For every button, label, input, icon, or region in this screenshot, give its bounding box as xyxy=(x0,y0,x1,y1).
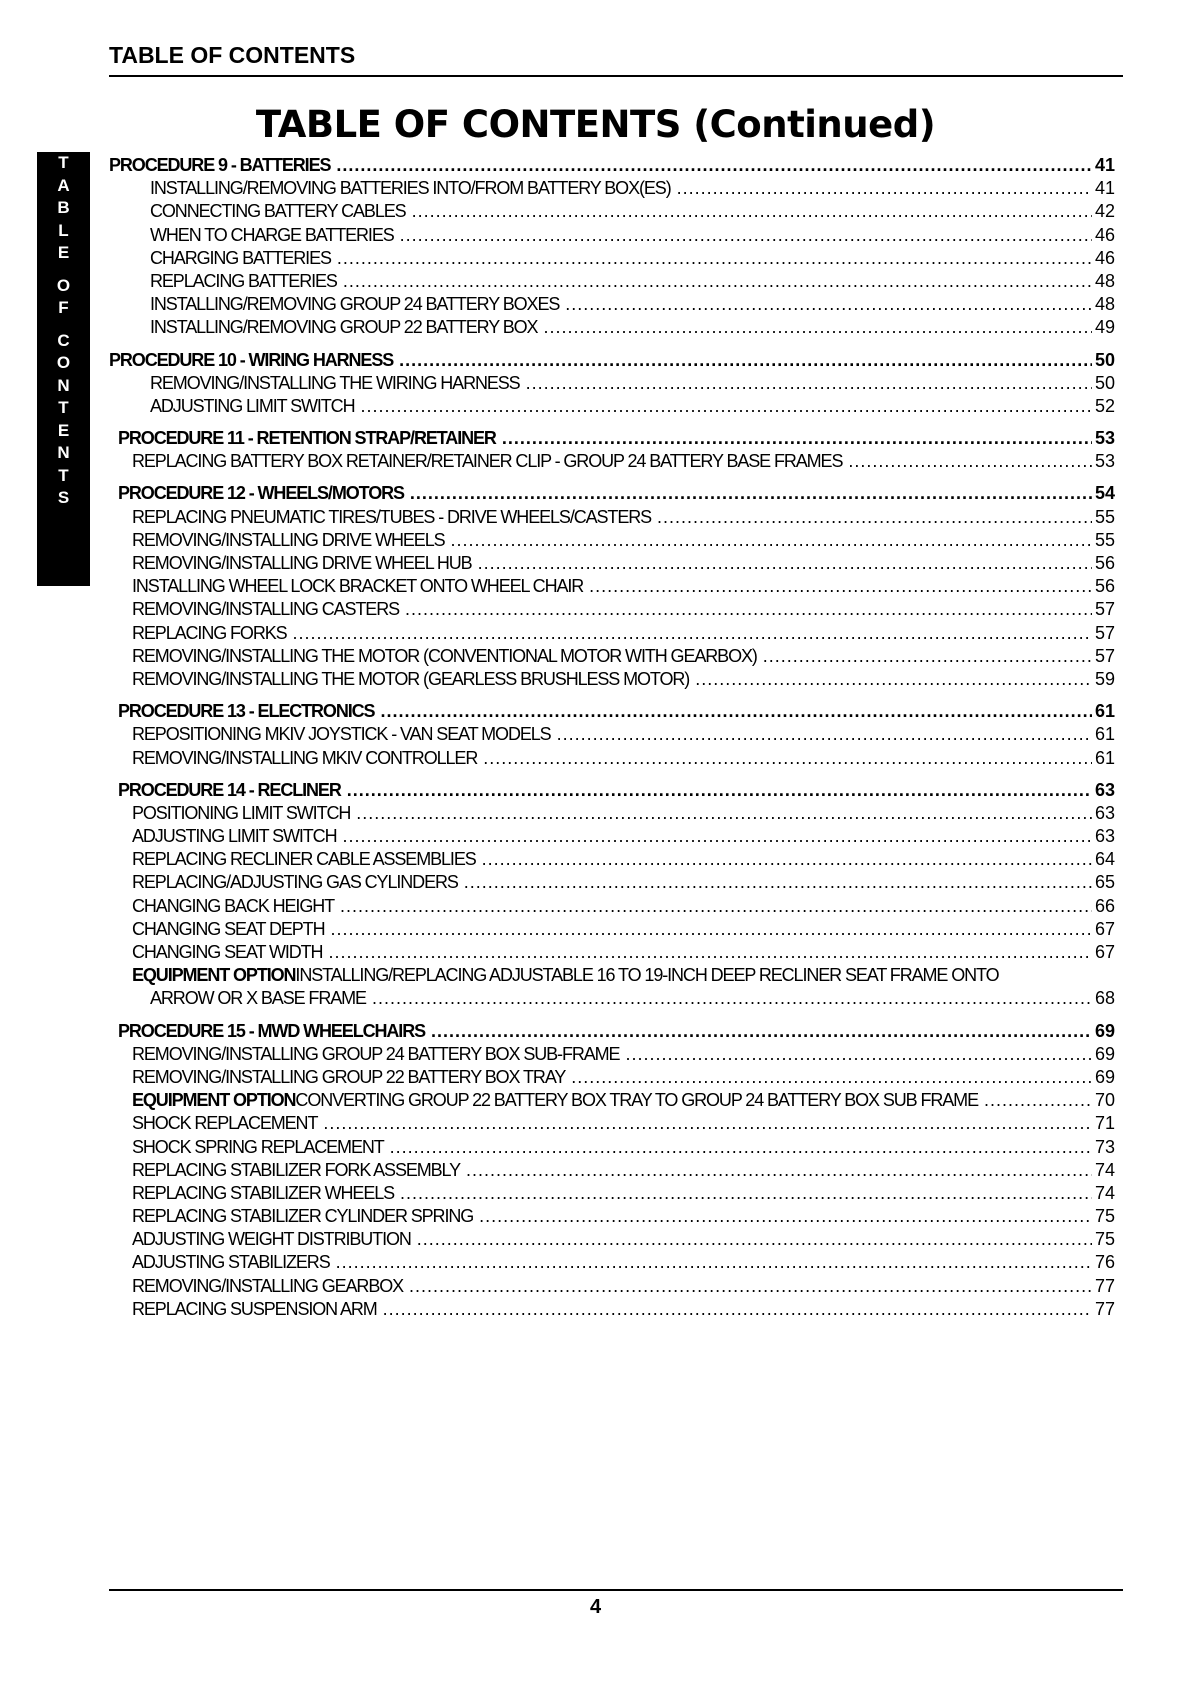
dot-leader xyxy=(557,724,1092,745)
toc-entry-label: WHEN TO CHARGE BATTERIES xyxy=(150,224,394,245)
toc-entry[interactable] xyxy=(109,872,1115,895)
dot-leader xyxy=(400,1183,1092,1204)
toc-entry-page: 54 xyxy=(1094,483,1115,504)
side-tab-letter: O xyxy=(56,275,71,295)
toc-entry-page: 53 xyxy=(1094,428,1115,449)
header-rule xyxy=(109,75,1123,77)
side-tab-letter: E xyxy=(57,420,70,440)
toc-entry-label: SHOCK SPRING REPLACEMENT xyxy=(132,1136,384,1157)
toc-entry-label: REPLACING STABILIZER CYLINDER SPRING xyxy=(132,1206,474,1227)
footer-rule xyxy=(109,1589,1123,1591)
toc-entry[interactable] xyxy=(109,646,1115,669)
toc-entry-page: 68 xyxy=(1094,988,1115,1009)
side-tab-letter: S xyxy=(57,488,70,507)
toc-entry-label: REMOVING/INSTALLING CASTERS xyxy=(132,599,400,620)
side-tab-letter: F xyxy=(58,298,69,317)
toc-entry-page: 57 xyxy=(1094,599,1115,620)
dot-leader xyxy=(400,225,1092,246)
toc-entry-page: 52 xyxy=(1094,395,1115,416)
dot-leader xyxy=(372,988,1092,1009)
page-title: TABLE OF CONTENTS (Continued) xyxy=(255,103,936,146)
toc-entry-page: 76 xyxy=(1094,1252,1115,1273)
dot-leader xyxy=(848,451,1092,472)
toc-entry[interactable] xyxy=(109,1160,1115,1183)
toc-entry-label: REPLACING PNEUMATIC TIRES/TUBES - DRIVE WHEELS/CASTERS xyxy=(132,506,652,527)
toc-entry-label: SHOCK REPLACEMENT xyxy=(132,1113,318,1134)
toc-entry-label: REMOVING/INSTALLING GROUP 22 BATTERY BOX TRAY xyxy=(132,1066,566,1087)
toc-entry-label: REMOVING/INSTALLING MKIV CONTROLLER xyxy=(132,747,478,768)
dot-leader xyxy=(543,317,1092,338)
toc-entry-page: 57 xyxy=(1094,645,1115,666)
dot-leader xyxy=(412,201,1092,222)
dot-leader xyxy=(526,373,1092,394)
toc-entry-label: REPLACING/ADJUSTING GAS CYLINDERS xyxy=(132,872,458,893)
dot-leader xyxy=(343,271,1092,292)
toc-entry-page: 61 xyxy=(1094,747,1115,768)
toc-entry[interactable] xyxy=(109,451,1115,474)
side-tab-letter: O xyxy=(56,353,71,372)
dot-leader xyxy=(565,294,1092,315)
toc-entry[interactable] xyxy=(109,724,1115,747)
toc-entry[interactable] xyxy=(109,669,1115,692)
toc-entry-page: 75 xyxy=(1094,1206,1115,1227)
toc-entry[interactable] xyxy=(109,201,1115,224)
toc-equipment-option[interactable] xyxy=(109,1090,1115,1113)
equipment-option-text: INSTALLING/REPLACING ADJUSTABLE 16 TO 19-INCH DEEP RECLINER SEAT FRAME ONTO xyxy=(295,965,999,986)
side-tab-letter: C xyxy=(57,330,70,350)
toc-procedure-10[interactable] xyxy=(109,350,1115,373)
toc-entry-label: REMOVING/INSTALLING GROUP 24 BATTERY BOX SUB-FRAME xyxy=(132,1043,620,1064)
toc-entry-continued[interactable] xyxy=(109,988,1115,1011)
toc-entry-label: REMOVING/INSTALLING DRIVE WHEEL HUB xyxy=(132,553,472,573)
toc-entry-label: REPOSITIONING MKIV JOYSTICK - VAN SEAT MODELS xyxy=(132,724,551,745)
dot-leader xyxy=(293,623,1092,644)
toc-procedure-12[interactable] xyxy=(109,483,1115,506)
dot-leader xyxy=(479,1206,1092,1227)
toc-entry[interactable] xyxy=(109,507,1115,530)
dot-leader xyxy=(323,1113,1092,1134)
dot-leader xyxy=(360,396,1091,417)
dot-leader xyxy=(383,1299,1092,1320)
toc-entry-label: ARROW OR X BASE FRAME xyxy=(150,988,366,1009)
toc-entry-label: REPLACING FORKS xyxy=(132,622,287,643)
toc-entry[interactable] xyxy=(109,826,1115,849)
toc-entry-page: 64 xyxy=(1094,849,1115,870)
toc-entry-label: CHANGING SEAT DEPTH xyxy=(132,918,325,939)
toc-entry-label: INSTALLING/REMOVING BATTERIES INTO/FROM BATTERY BOX(ES) xyxy=(150,178,671,199)
dot-leader xyxy=(347,780,1092,801)
dot-leader xyxy=(478,553,1092,574)
toc-entry[interactable] xyxy=(109,396,1115,419)
toc-entry-page: 56 xyxy=(1094,553,1115,573)
toc-entry[interactable] xyxy=(109,317,1115,340)
side-tab-letter: T xyxy=(58,398,69,417)
toc-entry-page: 73 xyxy=(1094,1136,1115,1157)
toc-entry-page: 56 xyxy=(1094,576,1115,597)
toc-entry[interactable] xyxy=(109,530,1115,553)
toc-entry-page: 41 xyxy=(1094,178,1115,199)
dot-leader xyxy=(417,1229,1092,1250)
toc-equipment-option[interactable] xyxy=(109,965,1115,988)
toc-entry-page: 63 xyxy=(1094,779,1115,800)
toc-entry-page: 42 xyxy=(1094,201,1115,222)
dot-leader xyxy=(466,1160,1092,1181)
toc-entry-label: REPLACING BATTERIES xyxy=(150,270,337,291)
dot-leader xyxy=(342,826,1091,847)
toc-entry-label xyxy=(132,1090,978,1111)
toc-entry-label: REMOVING/INSTALLING THE MOTOR (GEARLESS BRUSHLESS MOTOR) xyxy=(132,668,690,689)
toc-entry-page: 57 xyxy=(1094,622,1115,643)
toc-entry[interactable] xyxy=(109,599,1115,622)
toc-entry[interactable] xyxy=(109,1067,1115,1090)
dot-leader xyxy=(380,701,1092,722)
dot-leader xyxy=(330,919,1092,940)
dot-leader xyxy=(483,748,1092,769)
toc-entry-page: 71 xyxy=(1094,1113,1115,1134)
toc-entry[interactable] xyxy=(109,294,1115,317)
toc-entry-page: 63 xyxy=(1094,802,1115,823)
toc-entry[interactable] xyxy=(109,1044,1115,1067)
toc-entry-page: 69 xyxy=(1094,1066,1115,1087)
dot-leader xyxy=(409,1276,1092,1297)
toc-entry-label: ADJUSTING LIMIT SWITCH xyxy=(150,395,355,416)
side-tab-letter: N xyxy=(57,375,70,395)
dot-leader xyxy=(571,1067,1092,1088)
toc-entry-label: ADJUSTING STABILIZERS xyxy=(132,1252,330,1273)
dot-leader xyxy=(695,669,1092,690)
toc-entry[interactable] xyxy=(109,919,1115,942)
dot-leader xyxy=(625,1044,1092,1065)
toc-entry-page: 74 xyxy=(1094,1159,1115,1180)
toc-entry-page: 67 xyxy=(1094,918,1115,939)
dot-leader xyxy=(356,803,1092,824)
toc-entry[interactable] xyxy=(109,849,1115,872)
toc-entry[interactable] xyxy=(109,1252,1115,1275)
side-tab-spacer xyxy=(37,265,90,275)
dot-leader xyxy=(390,1137,1092,1158)
toc-procedure-9[interactable] xyxy=(109,155,1115,178)
toc-entry-label: POSITIONING LIMIT SWITCH xyxy=(132,802,351,823)
toc-entry-label: REMOVING/INSTALLING THE WIRING HARNESS xyxy=(150,372,520,393)
dot-leader xyxy=(410,483,1092,504)
dot-leader xyxy=(657,507,1092,528)
dot-leader xyxy=(763,646,1092,667)
toc-entry[interactable] xyxy=(109,225,1115,248)
toc-entry-label: CHANGING BACK HEIGHT xyxy=(132,895,335,916)
running-header: TABLE OF CONTENTS xyxy=(109,42,356,68)
toc-entry-label: CHANGING SEAT WIDTH xyxy=(132,942,323,962)
toc-entry-page: 46 xyxy=(1094,247,1115,268)
toc-entry-page: 41 xyxy=(1094,155,1115,175)
toc-entry-page: 65 xyxy=(1094,872,1115,893)
toc-procedure-15[interactable] xyxy=(109,1021,1115,1044)
toc-entry[interactable] xyxy=(109,1137,1115,1160)
toc-entry-page: 74 xyxy=(1094,1182,1115,1203)
dot-leader xyxy=(336,1252,1092,1273)
toc-entry-label xyxy=(132,965,998,986)
dot-leader xyxy=(502,428,1092,449)
toc-entry-label: PROCEDURE 14 - RECLINER xyxy=(118,779,341,800)
toc-entry-label: REMOVING/INSTALLING GEARBOX xyxy=(132,1275,404,1296)
toc-entry[interactable] xyxy=(109,271,1115,294)
toc-entry-label: REPLACING BATTERY BOX RETAINER/RETAINER CLIP - GROUP 24 BATTERY BASE FRAMES xyxy=(132,451,843,472)
toc-entry-page: 55 xyxy=(1094,529,1115,550)
toc-entry-label: PROCEDURE 13 - ELECTRONICS xyxy=(118,701,375,722)
toc-procedure-13[interactable] xyxy=(109,701,1115,724)
dot-leader xyxy=(328,942,1092,963)
toc-entry-label: REMOVING/INSTALLING THE MOTOR (CONVENTIONAL MOTOR WITH GEARBOX) xyxy=(132,645,757,666)
toc-entry-label: CHARGING BATTERIES xyxy=(150,247,331,268)
toc-entry-label: PROCEDURE 10 - WIRING HARNESS xyxy=(109,349,394,370)
dot-leader xyxy=(340,896,1092,917)
toc-entry-page: 59 xyxy=(1094,668,1115,689)
page-number: 4 xyxy=(589,1596,602,1618)
toc-entry-label: INSTALLING/REMOVING GROUP 22 BATTERY BOX xyxy=(150,317,538,338)
toc-entry[interactable] xyxy=(109,1183,1115,1206)
toc-entry[interactable] xyxy=(109,576,1115,599)
toc-entry-page: 61 xyxy=(1094,701,1115,722)
side-tab-letter: E xyxy=(57,243,70,262)
toc-entry-label: INSTALLING WHEEL LOCK BRACKET ONTO WHEEL CHAIR xyxy=(132,576,584,597)
toc-entry-page: 53 xyxy=(1094,451,1115,472)
toc-procedure-14[interactable] xyxy=(109,780,1115,803)
toc-entry-page: 67 xyxy=(1094,942,1115,962)
side-tab-letter: B xyxy=(57,198,70,217)
side-tab xyxy=(37,152,90,586)
toc-entry-label: PROCEDURE 11 - RETENTION STRAP/RETAINER xyxy=(118,428,496,449)
toc-entry[interactable] xyxy=(109,1299,1115,1322)
toc-entry-label: REPLACING STABILIZER WHEELS xyxy=(132,1182,395,1203)
toc-entry[interactable] xyxy=(109,748,1115,771)
dot-leader xyxy=(677,178,1092,199)
toc-entry-page: 75 xyxy=(1094,1229,1115,1250)
dot-leader xyxy=(431,1021,1092,1042)
dot-leader xyxy=(464,872,1092,893)
side-tab-spacer xyxy=(37,320,90,330)
dot-leader xyxy=(482,849,1092,870)
toc-entry[interactable] xyxy=(109,942,1115,965)
toc-entry[interactable] xyxy=(109,1276,1115,1299)
toc-entry-page: 50 xyxy=(1094,349,1115,370)
equipment-option-prefix: EQUIPMENT OPTION xyxy=(132,965,296,986)
dot-leader xyxy=(336,155,1092,176)
toc-entry-label: PROCEDURE 9 - BATTERIES xyxy=(109,155,331,175)
toc-entry-page: 49 xyxy=(1094,317,1115,338)
toc-entry[interactable] xyxy=(109,896,1115,919)
dot-leader xyxy=(984,1090,1092,1111)
toc-entry-label: INSTALLING/REMOVING GROUP 24 BATTERY BOXES xyxy=(150,294,560,315)
toc-entry[interactable] xyxy=(109,553,1115,576)
toc-entry-page: 66 xyxy=(1094,895,1115,916)
side-tab-letter: T xyxy=(58,153,69,172)
toc-entry-page: 70 xyxy=(1094,1090,1115,1111)
toc-entry-page: 50 xyxy=(1094,372,1115,393)
toc-entry[interactable] xyxy=(109,178,1115,201)
toc-list xyxy=(109,155,1115,1322)
toc-entry-label: ADJUSTING WEIGHT DISTRIBUTION xyxy=(132,1229,411,1250)
toc-entry-page: 48 xyxy=(1094,270,1115,291)
toc-entry-label: REPLACING SUSPENSION ARM xyxy=(132,1298,377,1319)
toc-entry-label: REPLACING STABILIZER FORK ASSEMBLY xyxy=(132,1159,461,1180)
side-tab-letter: L xyxy=(58,220,69,240)
dot-leader xyxy=(451,530,1092,551)
toc-entry-page: 77 xyxy=(1094,1298,1115,1319)
toc-entry-label: PROCEDURE 12 - WHEELS/MOTORS xyxy=(118,483,404,504)
toc-procedure-11[interactable] xyxy=(109,428,1115,451)
toc-entry-label: ADJUSTING LIMIT SWITCH xyxy=(132,826,337,847)
toc-entry[interactable] xyxy=(109,623,1115,646)
toc-entry[interactable] xyxy=(109,1113,1115,1136)
side-tab-letter: A xyxy=(57,175,70,195)
side-tab-letter: N xyxy=(57,443,70,462)
toc-entry[interactable] xyxy=(109,1206,1115,1229)
toc-entry[interactable] xyxy=(109,1229,1115,1252)
toc-entry-page: 69 xyxy=(1094,1043,1115,1064)
side-tab-letter: T xyxy=(58,465,69,485)
equipment-option-text: CONVERTING GROUP 22 BATTERY BOX TRAY TO GROUP 24 BATTERY BOX SUB FRAME xyxy=(295,1090,978,1111)
toc-entry-page: 48 xyxy=(1094,294,1115,315)
dot-leader xyxy=(399,350,1092,371)
toc-entry-label: REMOVING/INSTALLING DRIVE WHEELS xyxy=(132,529,445,550)
toc-entry-page: 55 xyxy=(1094,506,1115,527)
toc-entry-label: PROCEDURE 15 - MWD WHEELCHAIRS xyxy=(118,1020,426,1041)
toc-entry[interactable] xyxy=(109,248,1115,271)
toc-entry-page: 69 xyxy=(1094,1020,1115,1041)
equipment-option-prefix: EQUIPMENT OPTION xyxy=(132,1090,296,1111)
dot-leader xyxy=(337,248,1092,269)
toc-entry-page: 63 xyxy=(1094,826,1115,847)
toc-entry-page: 46 xyxy=(1094,224,1115,245)
toc-entry[interactable] xyxy=(109,803,1115,826)
toc-entry-page: 77 xyxy=(1094,1275,1115,1296)
toc-entry-label: REPLACING RECLINER CABLE ASSEMBLIES xyxy=(132,849,476,870)
toc-entry-page: 61 xyxy=(1094,724,1115,745)
toc-entry-label: CONNECTING BATTERY CABLES xyxy=(150,201,406,222)
dot-leader xyxy=(405,599,1092,620)
toc-entry[interactable] xyxy=(109,373,1115,396)
dot-leader xyxy=(589,576,1092,597)
